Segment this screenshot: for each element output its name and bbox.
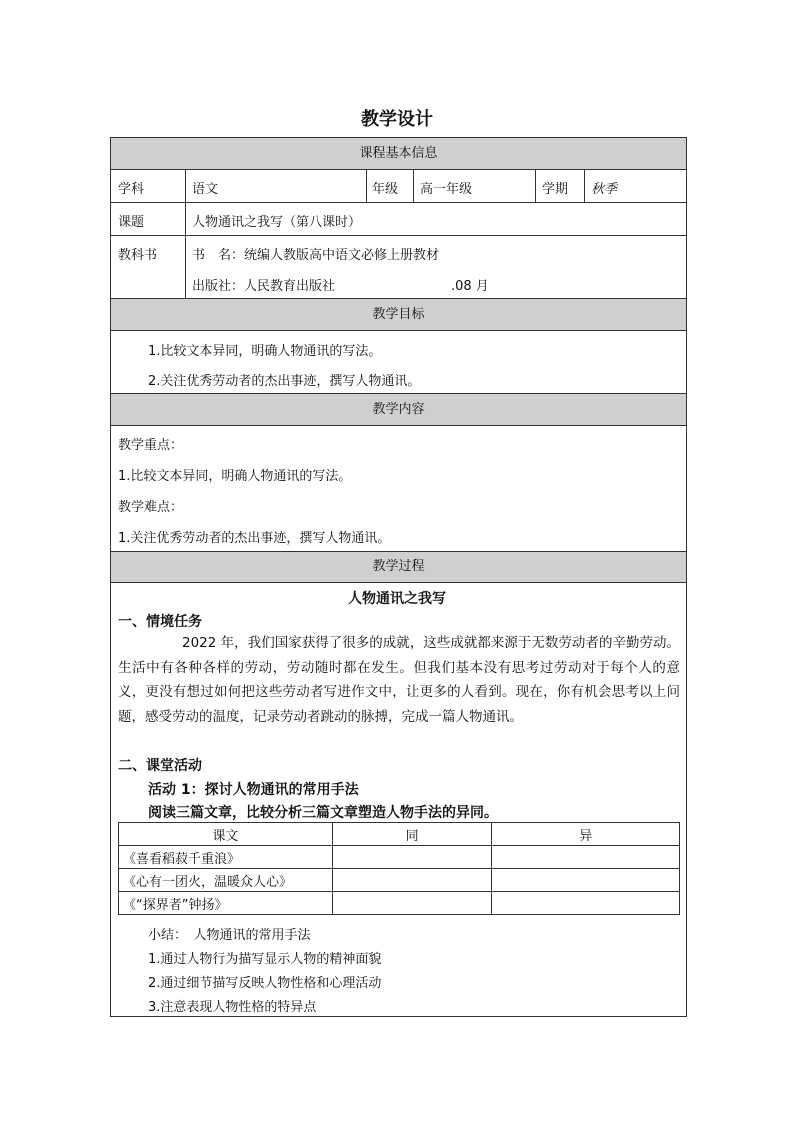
topic-value: 人物通讯之我写（第八课时） xyxy=(192,215,362,230)
section-title: 一、情境任务 xyxy=(118,614,202,630)
term-label: 学期 xyxy=(542,182,569,197)
difficult-points-label: 教学难点： xyxy=(118,500,184,515)
subject-label: 学科 xyxy=(118,182,145,197)
summary-item: 2.通过细节描写反映人物性格和心理活动 xyxy=(148,976,382,991)
difficult-point-item: 1.关注优秀劳动者的杰出事迹，撰写人物通讯。 xyxy=(118,531,391,546)
topic-label: 课题 xyxy=(118,215,145,230)
divider xyxy=(366,169,367,202)
basic-info-header: 课程基本信息 xyxy=(111,138,686,169)
table-cell xyxy=(332,892,492,915)
divider xyxy=(110,169,687,170)
divider xyxy=(110,582,687,583)
column-header: 异 xyxy=(492,823,680,846)
table-cell: 《心有一团火，温暖众人心》 xyxy=(119,869,333,892)
divider xyxy=(110,393,687,394)
summary-label: 小结： 人物通讯的常用手法 xyxy=(148,928,311,943)
divider xyxy=(413,169,414,202)
divider xyxy=(110,202,687,203)
objective-item: 2.关注优秀劳动者的杰出事迹，撰写人物通讯。 xyxy=(148,374,421,389)
table-cell xyxy=(492,892,680,915)
table-cell: 《喜看稻菽千重浪》 xyxy=(119,846,333,869)
lesson-title: 人物通讯之我写 xyxy=(348,591,446,607)
table-cell xyxy=(332,869,492,892)
table-cell xyxy=(332,846,492,869)
activity-instruction: 阅读三篇文章，比较分析三篇文章塑造人物手法的异同。 xyxy=(148,805,498,821)
situation-task-text: 2022 年，我们国家获得了很多的成就，这些成就都来源于无数劳动者的辛勤劳动。生活中有各种各样的劳动，劳动随时都在发生。但我们基本没有思考过劳动对于每个人的意义，更没有想过如何把这些劳动者写进作文中，让更多的人看到。现在，你有机会思考以上问题，感受劳动的温度，记录劳动者跳动的脉搏，完成一篇人物通讯。 xyxy=(118,635,680,725)
term-value: 秋季 xyxy=(591,182,618,197)
table-row xyxy=(119,892,680,915)
divider xyxy=(110,298,687,299)
divider xyxy=(110,330,687,331)
textbook-label: 教科书 xyxy=(118,248,158,263)
table-row xyxy=(119,869,680,892)
content-header: 教学内容 xyxy=(111,394,686,425)
process-header: 教学过程 xyxy=(111,552,686,582)
table-header-row xyxy=(119,823,680,846)
column-header: 同 xyxy=(332,823,492,846)
divider xyxy=(584,169,585,202)
divider xyxy=(110,551,687,552)
page-title: 教学设计 xyxy=(361,109,433,130)
summary-item: 1.通过人物行为描写显示人物的精神面貌 xyxy=(148,952,382,967)
divider xyxy=(185,169,186,298)
key-point-item: 1.比较文本异同，明确人物通讯的写法。 xyxy=(118,469,352,484)
column-header: 课文 xyxy=(119,823,333,846)
divider xyxy=(535,169,536,202)
divider xyxy=(110,425,687,426)
textbook-name: 书 名：统编人教版高中语文必修上册教材 xyxy=(192,248,440,263)
table-cell: 《“探界者”钟扬》 xyxy=(119,892,333,915)
section-title: 二、课堂活动 xyxy=(118,758,202,774)
table-cell xyxy=(492,846,680,869)
table-row xyxy=(119,846,680,869)
grade-value: 高一年级 xyxy=(420,182,473,197)
grade-label: 年级 xyxy=(372,182,399,197)
comparison-table xyxy=(118,822,680,915)
objective-item: 1.比较文本异同，明确人物通讯的写法。 xyxy=(148,344,382,359)
divider xyxy=(110,235,687,236)
activity-title: 活动 1：探讨人物通讯的常用手法 xyxy=(148,782,359,798)
key-points-label: 教学重点： xyxy=(118,438,184,453)
table-cell xyxy=(492,869,680,892)
publisher: 出版社：人民教育出版社 xyxy=(192,279,336,294)
summary-item: 3.注意表现人物性格的特异点 xyxy=(148,1000,317,1015)
publish-date: .08 月 xyxy=(451,279,489,294)
subject-value: 语文 xyxy=(192,182,219,197)
objectives-header: 教学目标 xyxy=(111,299,686,330)
